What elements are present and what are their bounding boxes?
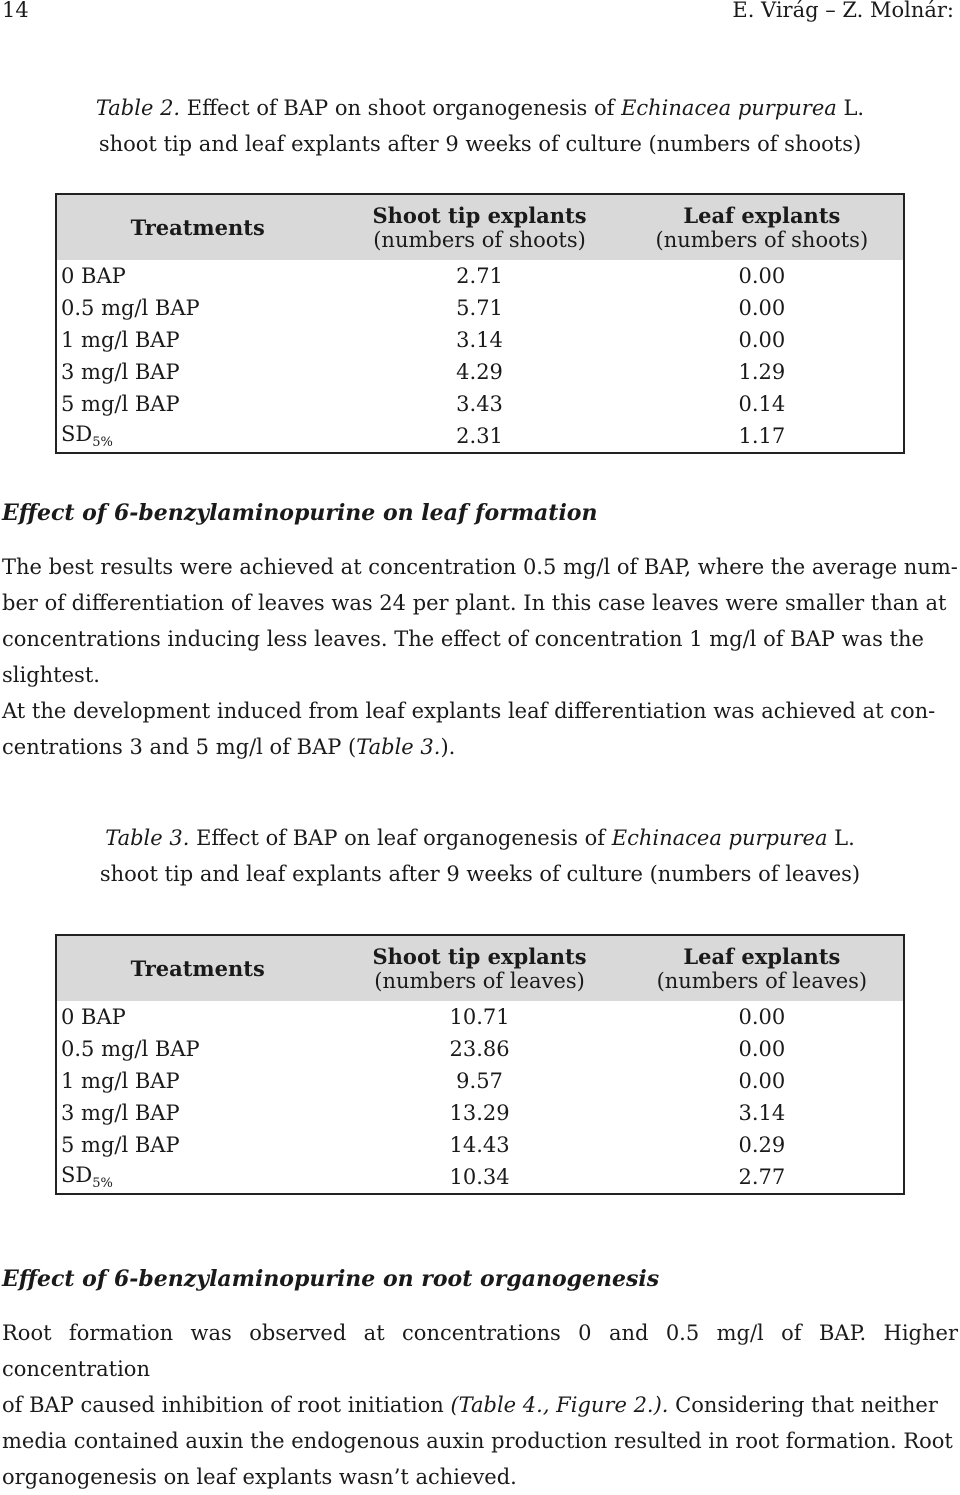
treatment-cell: 0 BAP xyxy=(61,1005,126,1029)
shoot-tip-cell: 23.86 xyxy=(449,1037,510,1061)
table2-header-treatments: Treatments xyxy=(56,194,338,260)
table4-figure2-reference: (Table 4., Figure 2.). xyxy=(450,1393,669,1417)
table3-caption-line1 xyxy=(0,820,960,856)
treatment-cell: 3 mg/l BAP xyxy=(61,1101,180,1125)
table3 xyxy=(55,934,905,1195)
sd-label-cell xyxy=(56,1161,338,1194)
table2-header-leaf-sub: (numbers of shoots) xyxy=(655,228,869,252)
paragraph-line: At the development induced from leaf explants leaf differentiation was achieved at con- xyxy=(2,699,936,723)
leaf-cell: 0.29 xyxy=(738,1133,786,1157)
table-row xyxy=(56,324,904,356)
table2-caption-text-a: Effect of BAP on shoot organogenesis of xyxy=(180,96,622,120)
para2-text-b: ). xyxy=(440,735,456,759)
paragraph-line: media contained auxin the endogenous auxin production resulted in root formation. Root xyxy=(2,1429,953,1453)
paragraph-line: concentrations inducing less leaves. The effect of concentration 1 mg/l of BAP was the xyxy=(2,627,924,651)
table3-caption-line2: shoot tip and leaf explants after 9 weeks of culture (numbers of leaves) xyxy=(99,862,861,886)
leaf-cell: 1.29 xyxy=(738,360,786,384)
treatment-cell: 5 mg/l BAP xyxy=(61,1133,180,1157)
treatment-cell: 5 mg/l BAP xyxy=(61,392,180,416)
table2-caption-line1 xyxy=(0,90,960,126)
table2-header-leaf xyxy=(621,194,904,260)
table3-caption-text-b: L. xyxy=(827,826,855,850)
table3-caption-label: Table 3. xyxy=(105,826,190,850)
table2-caption xyxy=(0,90,960,162)
sd-shoot-tip-cell: 10.34 xyxy=(449,1165,510,1189)
section2-heading: Effect of 6-benzylaminopurine on root organogenesis xyxy=(2,1266,660,1292)
para2-text-a: centrations 3 and 5 mg/l of BAP ( xyxy=(2,735,357,759)
table3-header-shoot-tip xyxy=(338,935,620,1001)
section1-heading: Effect of 6-benzylaminopurine on leaf formation xyxy=(2,500,598,526)
table-row xyxy=(56,1065,904,1097)
sd-label-cell xyxy=(56,420,338,453)
paragraph-line: slightest. xyxy=(2,663,100,687)
sd-label: SD xyxy=(61,421,93,446)
line2-text-a: of BAP caused inhibition of root initiation xyxy=(2,1393,451,1417)
sd-row xyxy=(56,1161,904,1194)
leaf-cell: 0.00 xyxy=(738,1069,786,1093)
shoot-tip-cell: 14.43 xyxy=(449,1133,510,1157)
table-row xyxy=(56,260,904,292)
sd-shoot-tip-cell: 2.31 xyxy=(456,424,503,448)
table-row xyxy=(56,1097,904,1129)
table-row xyxy=(56,1033,904,1065)
table2-caption-label: Table 2. xyxy=(95,96,181,120)
treatment-cell: 0.5 mg/l BAP xyxy=(61,296,200,320)
table-row xyxy=(56,1001,904,1033)
table3-caption-species: Echinacea purpurea xyxy=(611,826,828,850)
page-number: 14 xyxy=(2,0,29,22)
table2 xyxy=(55,193,905,454)
leaf-cell: 3.14 xyxy=(738,1101,786,1125)
table3-header-shoot-tip-title: Shoot tip explants xyxy=(372,944,587,969)
leaf-cell: 0.00 xyxy=(738,1037,786,1061)
table2-header-leaf-title: Leaf explants xyxy=(683,203,841,228)
shoot-tip-cell: 5.71 xyxy=(456,296,503,320)
shoot-tip-cell: 4.29 xyxy=(456,360,503,384)
sd-leaf-cell: 1.17 xyxy=(738,424,786,448)
table3-reference: Table 3. xyxy=(356,735,441,759)
shoot-tip-cell: 3.14 xyxy=(456,328,503,352)
sd-leaf-cell: 2.77 xyxy=(738,1165,786,1189)
table-row xyxy=(56,356,904,388)
paragraph-line: Root formation was observed at concentrations 0 and 0.5 mg/l of BAP. Higher concentration xyxy=(2,1321,958,1381)
section2-paragraph xyxy=(2,1315,958,1495)
paragraph-line xyxy=(2,1387,958,1423)
section1-paragraph1 xyxy=(2,549,958,765)
running-head: E. Virág – Z. Molnár: xyxy=(732,0,954,22)
leaf-cell: 0.00 xyxy=(738,264,786,288)
shoot-tip-cell: 10.71 xyxy=(449,1005,510,1029)
table2-header-row xyxy=(56,194,904,260)
sd-subscript: 5% xyxy=(92,435,113,451)
table-row xyxy=(56,292,904,324)
table2-caption-line2: shoot tip and leaf explants after 9 weeks of culture (numbers of shoots) xyxy=(98,132,862,156)
table3-caption-text-a: Effect of BAP on leaf organogenesis of xyxy=(189,826,612,850)
leaf-cell: 0.14 xyxy=(738,392,786,416)
table3-header-shoot-tip-sub: (numbers of leaves) xyxy=(374,969,585,993)
table3-header-treatments: Treatments xyxy=(56,935,338,1001)
table-row xyxy=(56,388,904,420)
table2-caption-species: Echinacea purpurea xyxy=(621,96,837,120)
line2-text-b: Considering that neither xyxy=(668,1393,938,1417)
treatment-cell: 1 mg/l BAP xyxy=(61,1069,180,1093)
table3-header-row xyxy=(56,935,904,1001)
table3-header-leaf xyxy=(621,935,904,1001)
treatment-cell: 0 BAP xyxy=(61,264,126,288)
table2-caption-text-b: L. xyxy=(836,96,865,120)
table-row xyxy=(56,1129,904,1161)
leaf-cell: 0.00 xyxy=(738,1005,786,1029)
shoot-tip-cell: 9.57 xyxy=(456,1069,503,1093)
sd-label: SD xyxy=(61,1162,93,1187)
treatment-cell: 3 mg/l BAP xyxy=(61,360,180,384)
sd-row xyxy=(56,420,904,453)
table3-header-leaf-title: Leaf explants xyxy=(683,944,841,969)
table3-header-leaf-sub: (numbers of leaves) xyxy=(656,969,868,993)
shoot-tip-cell: 13.29 xyxy=(449,1101,510,1125)
treatment-cell: 1 mg/l BAP xyxy=(61,328,180,352)
table2-header-shoot-tip-sub: (numbers of shoots) xyxy=(373,228,586,252)
paragraph-line: ber of differentiation of leaves was 24 per plant. In this case leaves were smaller than at xyxy=(2,591,947,615)
treatment-cell: 0.5 mg/l BAP xyxy=(61,1037,200,1061)
paragraph-line xyxy=(2,729,958,765)
paragraph-line: The best results were achieved at concentration 0.5 mg/l of BAP, where the average num- xyxy=(2,555,958,579)
paragraph-line: organogenesis on leaf explants wasn’t achieved. xyxy=(2,1465,517,1489)
table3-caption xyxy=(0,820,960,892)
shoot-tip-cell: 2.71 xyxy=(456,264,503,288)
sd-subscript: 5% xyxy=(92,1176,113,1192)
leaf-cell: 0.00 xyxy=(738,328,786,352)
leaf-cell: 0.00 xyxy=(738,296,786,320)
shoot-tip-cell: 3.43 xyxy=(456,392,503,416)
table2-header-shoot-tip xyxy=(338,194,620,260)
table2-header-shoot-tip-title: Shoot tip explants xyxy=(372,203,587,228)
